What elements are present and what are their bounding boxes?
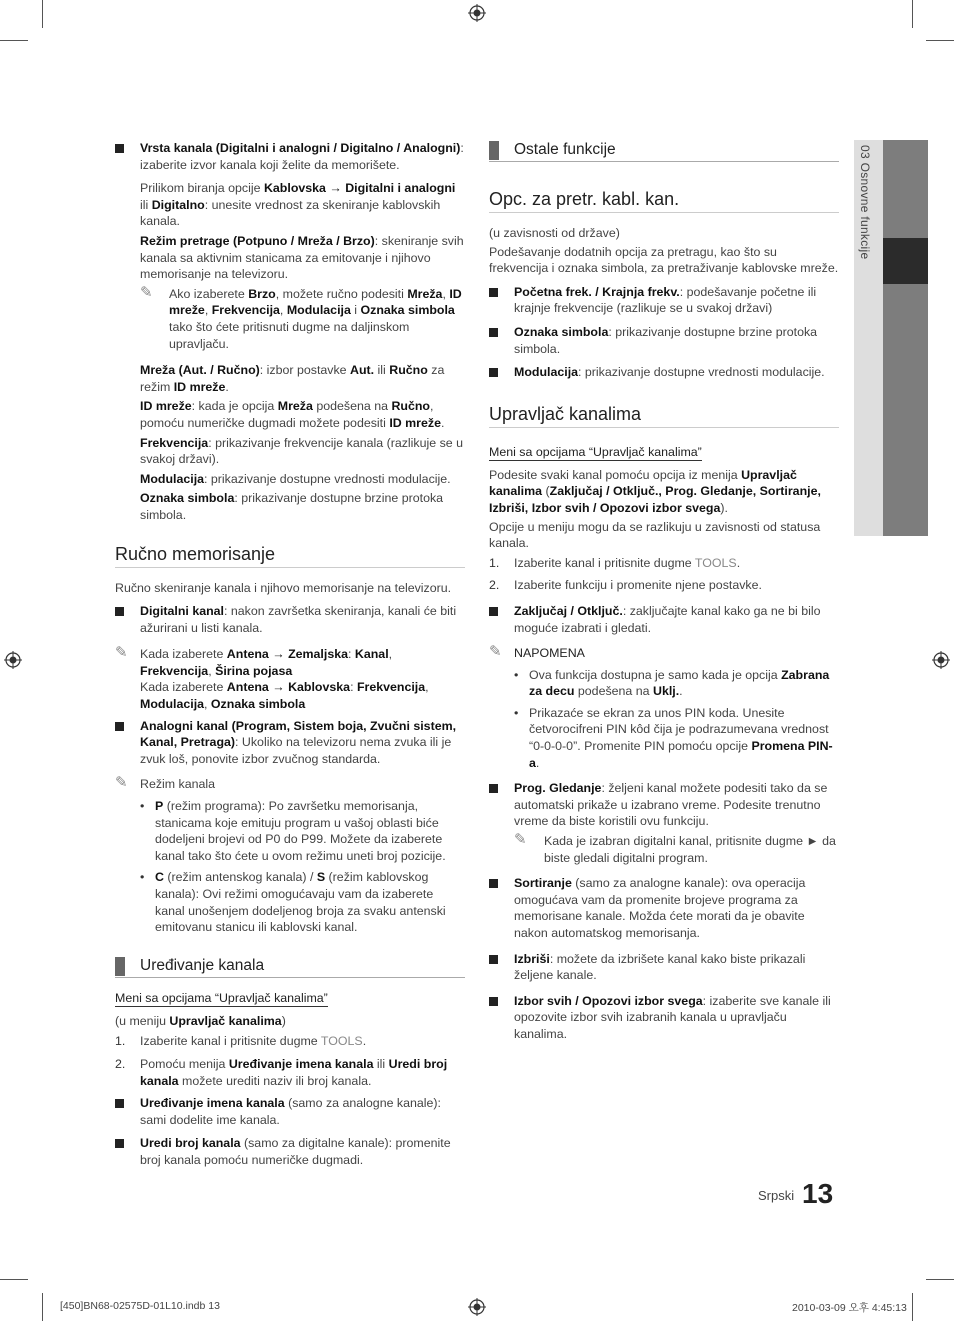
right-column	[489, 140, 839, 1050]
list-item: Zaključaj / Otključ.: zaključajte kanal kako ga ne bi bilo moguće izabrati i gledati.	[489, 603, 839, 636]
paragraph: Frekvencija: prikazivanje frekvencije kanala (razlikuje se u svakoj državi).	[140, 435, 464, 467]
registration-mark-icon	[468, 1298, 486, 1316]
note: ✎ Kada je izabran digitalni kanal, pritisnite dugme ► da biste gledali digitalni program.	[514, 831, 836, 865]
crop-mark	[912, 1293, 913, 1321]
paragraph: Režim pretrage (Potpuno / Mreža / Brzo): skeniranje svih kanala sa aktivnim stanicama za emitovanje i njihovo memorisanje na televizoru.	[140, 233, 464, 282]
note: ✎ NAPOMENA	[489, 643, 585, 661]
paragraph: ID mreže: kada je opcija Mreža podešena na Ručno, pomoću numeričke dugmadi možete podesiti ID mreže.	[140, 399, 445, 430]
step-item: 2. Izaberite funkciju i promenite njene postavke.	[489, 578, 762, 593]
list-item: Digitalni kanal: nakon završetka skeniranja, kanali će biti ažurirani u listi kanala.	[115, 603, 465, 636]
list-item: Oznaka simbola: prikazivanje dostupne brzine protoka simbola.	[489, 324, 839, 357]
paragraph: Mreža (Aut. / Ručno): izbor postavke Aut. ili Ručno za režim ID mreže.	[140, 363, 445, 394]
note-pencil-icon: ✎	[140, 283, 153, 301]
paragraph: (u meniju Upravljač kanalima)	[115, 1013, 286, 1028]
page-number: 13	[802, 1178, 834, 1209]
list-item: Modulacija: prikazivanje dostupne vrednosti modulacije.	[489, 364, 839, 381]
section-title-ostale: Ostale funkcije	[489, 140, 839, 162]
note-pencil-icon: ✎	[115, 644, 128, 662]
crop-mark	[926, 1279, 954, 1280]
paragraph: Ručno skeniranje kanala i njihovo memorisanje na televizoru.	[115, 581, 452, 596]
list-item: Uređivanje imena kanala (samo za analogne kanale): sami dodelite ime kanala.	[115, 1095, 465, 1128]
note-pencil-icon: ✎	[489, 643, 502, 661]
registration-mark-icon	[468, 4, 486, 22]
menu-path: Meni sa opcijama “Upravljač kanalima”	[115, 990, 328, 1005]
step-item: 1. Izaberite kanal i pritisnite dugme TOOLS.	[115, 1034, 367, 1049]
paragraph: Modulacija: prikazivanje dostupne vrednosti modulacije.	[140, 471, 451, 486]
chapter-tab-strip	[883, 140, 928, 536]
section-title-uredjivanje: Uređivanje kanala	[115, 956, 465, 978]
chapter-tab-marker	[883, 238, 928, 284]
note-pencil-icon: ✎	[115, 774, 128, 792]
list-item: Početna frek. / Krajnja frekv.: podešavanje početne ili krajnje frekvencije (razlikuje se u svakoj državi)	[489, 284, 839, 317]
section-title-rucno: Ručno memorisanje	[115, 543, 465, 568]
note: ✎ Režim kanala	[115, 774, 216, 792]
crop-mark	[0, 40, 28, 41]
list-item: Vrsta kanala (Digitalni i analogni / Digitalno / Analogni): izaberite izvor kanala koji želite da memorišete.	[115, 140, 465, 173]
chapter-tab-label: 03 Osnovne funkcije	[858, 145, 872, 260]
step-item: 2. Pomoću menija Uređivanje imena kanala ili Uredi broj kanala možete urediti naziv ili broj kanala.	[115, 1056, 448, 1088]
bullet-item: • Ova funkcija dostupna je samo kada je opcija Zabrana za decu podešena na Uklj..	[514, 667, 839, 700]
crop-mark	[0, 1279, 28, 1280]
menu-path: Meni sa opcijama “Upravljač kanalima”	[489, 444, 702, 459]
paragraph: Opcije u meniju mogu da se razlikuju u zavisnosti od statusa kanala.	[489, 519, 821, 551]
footer-language: Srpski	[758, 1188, 795, 1203]
left-column	[115, 140, 465, 1176]
crop-mark	[926, 40, 954, 41]
list-item: Izbor svih / Opozovi izbor svega: izaberite sve kanale ili opozovite izbor svih izabranih kanala u upravljaču kanalima.	[489, 993, 839, 1043]
section-title-upravljac: Upravljač kanalima	[489, 403, 839, 428]
list-item: Prog. Gledanje: željeni kanal možete podesiti tako da se automatski prikaže u izabrano vreme. Podesite trenutno vreme da biste koristili ovu funkciju.	[489, 780, 839, 830]
list-item: Uredi broj kanala (samo za digitalne kanale): promenite broj kanala pomoću numeričke dugmadi.	[115, 1135, 465, 1168]
bullet-item: • C (režim antenskog kanala) / S (režim kablovskog kanala): Ovi režimi omogućavaju vam da izaberete kanal unošenjem dodeljenog broja za svaku antenski emitovanu stanicu ili kablovski kanal.	[140, 869, 465, 935]
note-pencil-icon: ✎	[514, 831, 527, 849]
list-item: Analogni kanal (Program, Sistem boja, Zvučni sistem, Kanal, Pretraga): Ukoliko na televizoru nema zvuka ili je zvuk loš, ponovite izbor zvučnog standarda.	[115, 718, 465, 768]
print-slug-date: 2010-03-09 오후 4:45:13	[792, 1302, 907, 1314]
paragraph: Prilikom biranja opcije Kablovska → Digitalni i analogni ili Digitalno: unesite vrednost za skeniranje kablovskih kanala.	[140, 181, 456, 229]
crop-mark	[42, 1293, 43, 1321]
registration-mark-icon	[932, 651, 950, 669]
section-title-opc: Opc. za pretr. kabl. kan.	[489, 188, 839, 213]
note: ✎ Ako izaberete Brzo, možete ručno podesiti Mreža, ID mreže, Frekvencija, Modulacija i Oznaka simbola tako što ćete pritisnuti dugme na daljinskom upravljaču.	[140, 283, 462, 351]
paragraph: Podešavanje dodatnih opcija za pretragu, kao što su frekvencija i oznaka simbola, za pretraživanje kablovske mreže.	[489, 244, 839, 276]
paragraph: Podesite svaki kanal pomoću opcija iz menija Upravljač kanalima (Zaključaj / Otključ., Prog. Gledanje, Sortiranje, Izbriši, Izbor svih / Opozovi izbor svega).	[489, 467, 821, 515]
print-slug-file: [450]BN68-02575D-01L10.indb 13	[60, 1300, 220, 1312]
step-item: 1. Izaberite kanal i pritisnite dugme TOOLS.	[489, 555, 741, 570]
paragraph: Oznaka simbola: prikazivanje dostupne brzine protoka simbola.	[140, 491, 444, 522]
note: ✎ Kada izaberete Antena → Zemaljska: Kanal, Frekvencija, Širina pojasa Kada izaberete Antena → Kablovska: Frekvencija, Modulacija, Oznaka simbola	[115, 644, 429, 712]
paragraph: (u zavisnosti od države)	[489, 226, 620, 240]
crop-mark	[42, 0, 43, 28]
list-item: Izbriši: možete da izbrišete kanal kako biste prikazali željene kanale.	[489, 951, 839, 984]
list-item: Sortiranje (samo za analogne kanale): ova operacija omogućava vam da promenite brojeve programa za memorisane kanale. Možda ćete morati da je obavite nakon automatskog memorisanja.	[489, 875, 839, 941]
bullet-item: • P (režim programa): Po završetku memorisanja, stanicama koje emituju program u vašoj oblasti biće dodeljeni brojevi od P0 do P99. Možete da izaberete kanal tako što ćete u ovom režimu uneti broj pozicije.	[140, 798, 465, 864]
registration-mark-icon	[4, 651, 22, 669]
crop-mark	[912, 0, 913, 28]
bullet-item: • Prikazaće se ekran za unos PIN koda. Unesite četvorocifreni PIN kôd čija je podrazumevana vrednost “0-0-0-0”. Promenite PIN pomoću opcije Promena PIN-a.	[514, 705, 839, 771]
